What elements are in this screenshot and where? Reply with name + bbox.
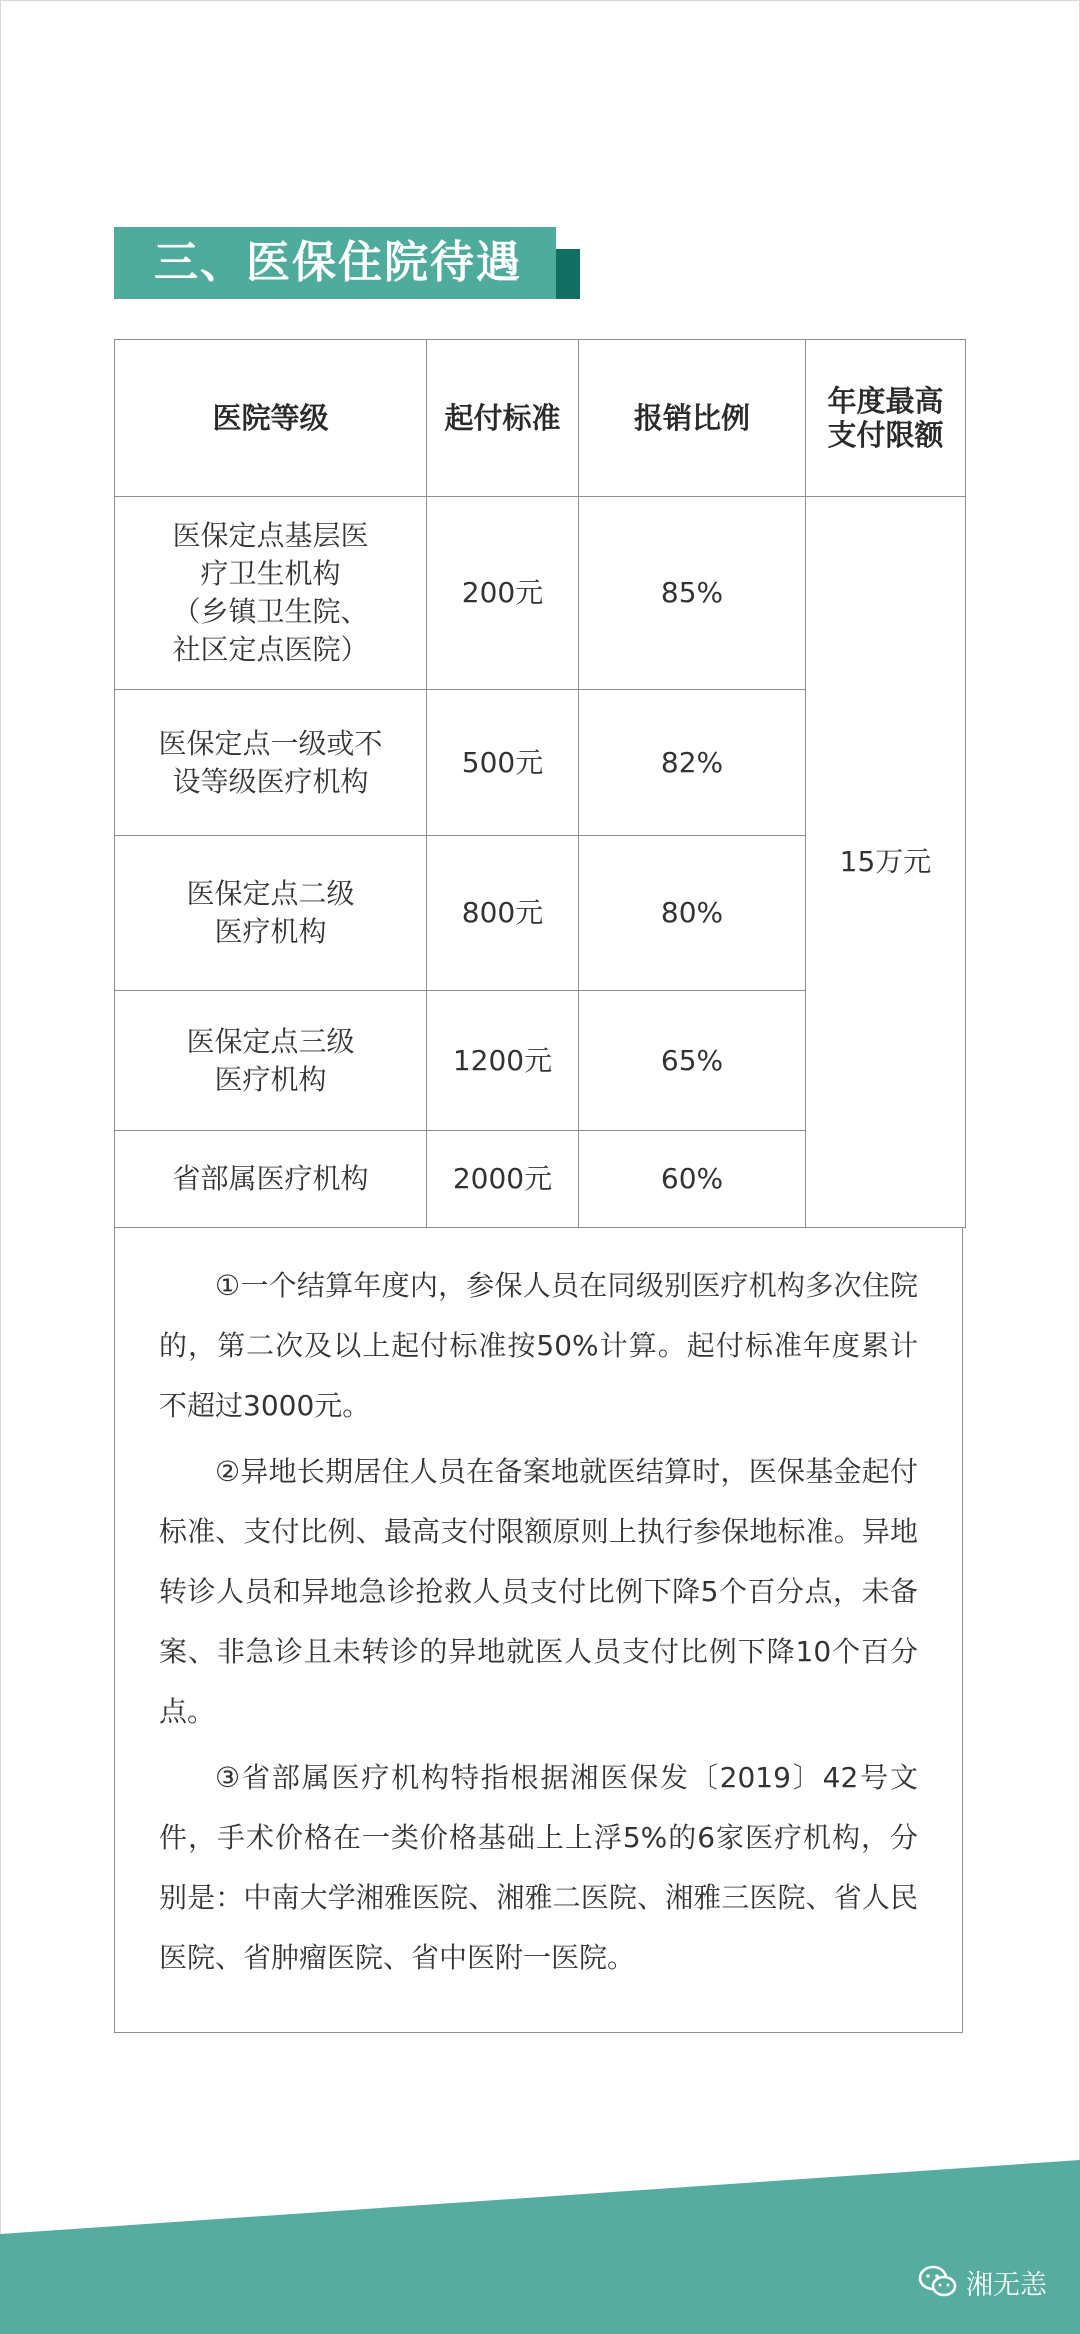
header-bar	[114, 227, 556, 299]
level-line: 医保定点基层医	[172, 519, 369, 552]
level-line: 设等级医疗机构	[172, 764, 369, 798]
level-line: 医疗机构	[214, 1062, 327, 1096]
ratio-cell: 60%	[579, 1131, 806, 1228]
note-2: ②异地长期居住人员在备案地就医结算时，医保基金起付标准、支付比例、最高支付限额原则上执行参保地标准。异地转诊人员和异地急诊抢救人员支付比例下降5个百分点，未备案、非急诊且未转诊的异地就医人员支付比例下降10个百分点。	[159, 1455, 918, 1728]
note-1: ①一个结算年度内，参保人员在同级别医疗机构多次住院的，第二次及以上起付标准按50%计算。起付标准年度累计不超过3000元。	[159, 1269, 918, 1422]
level-line: 医保定点一级或不	[158, 726, 383, 760]
header-cap-line1: 年度最高	[827, 384, 944, 418]
footer-wave	[0, 2150, 1080, 2334]
deductible-cell: 1200元	[427, 991, 579, 1131]
level-line: 医保定点二级	[186, 877, 355, 910]
hospital-level-cell	[115, 690, 427, 836]
header-level: 医院等级	[115, 340, 427, 497]
header-annual-cap	[806, 340, 966, 497]
level-line: （乡镇卫生院、	[172, 595, 369, 628]
ratio-cell: 65%	[579, 991, 806, 1131]
header-accent-block	[556, 249, 580, 299]
section-title: 三、医保住院待遇	[154, 237, 522, 288]
hospital-level-cell	[115, 1131, 427, 1228]
header-deductible: 起付标准	[427, 340, 579, 497]
brand-name: 湘无恙	[966, 2269, 1047, 2301]
wechat-icon	[918, 2265, 958, 2299]
note-3: ③省部属医疗机构特指根据湘医保发〔2019〕42号文件，手术价格在一类价格基础上上浮5%的6家医疗机构，分别是：中南大学湘雅医院、湘雅二医院、湘雅三医院、省人民医院、省肿瘤医院、省中医附一医院。	[159, 1761, 918, 1974]
deductible-cell: 200元	[427, 497, 579, 690]
footer-band	[0, 2150, 1080, 2334]
header-ratio: 报销比例	[579, 340, 806, 497]
hospital-level-cell	[115, 836, 427, 991]
header-cap-line2: 支付限额	[827, 418, 944, 452]
ratio-cell: 80%	[579, 836, 806, 991]
notes-box	[114, 1228, 963, 2033]
level-line: 省部属医疗机构	[172, 1162, 369, 1195]
hospital-level-cell	[115, 497, 427, 690]
table-row	[115, 497, 966, 690]
deductible-cell: 800元	[427, 836, 579, 991]
deductible-cell: 2000元	[427, 1131, 579, 1228]
brand-watermark	[918, 2262, 1047, 2302]
section-header	[114, 227, 580, 299]
annual-cap-cell: 15万元	[806, 497, 966, 1228]
ratio-cell: 85%	[579, 497, 806, 690]
hospital-level-cell	[115, 991, 427, 1131]
level-line: 医保定点三级	[186, 1024, 355, 1058]
table-header-row	[115, 340, 966, 497]
benefit-table	[114, 339, 966, 1228]
level-line: 医疗机构	[214, 915, 327, 948]
level-line: 社区定点医院）	[172, 633, 369, 666]
level-line: 疗卫生机构	[200, 557, 341, 590]
deductible-cell: 500元	[427, 690, 579, 836]
ratio-cell: 82%	[579, 690, 806, 836]
